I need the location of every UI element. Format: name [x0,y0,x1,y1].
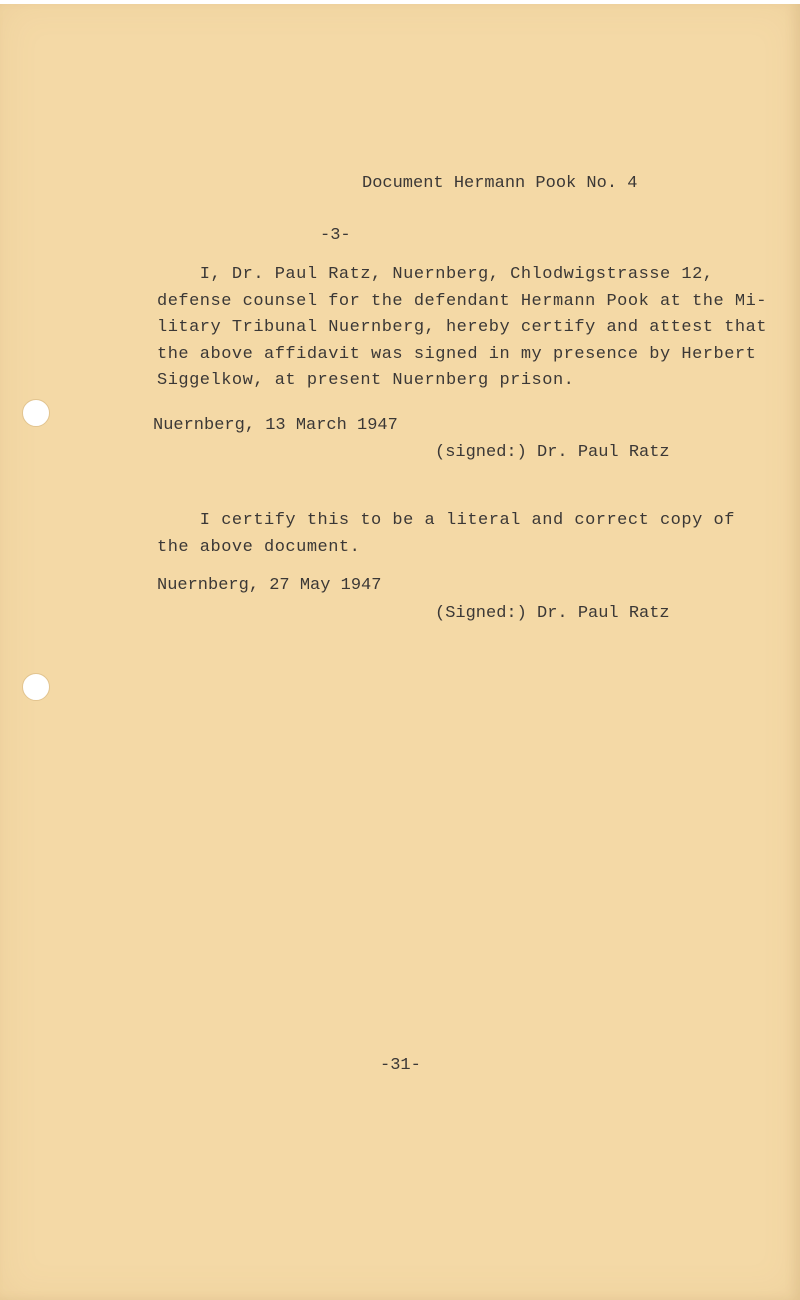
paragraph-line: litary Tribunal Nuernberg, hereby certify and attest that [157,318,767,337]
punch-hole [22,399,50,427]
paragraph-line: the above affidavit was signed in my presence by Herbert [157,344,757,364]
place-date: Nuernberg, 13 March 1947 [153,416,398,435]
paragraph-line: I, Dr. Paul Ratz, Nuernberg, Chlodwigstrasse 12, [157,265,714,284]
paragraph-line: I certify this to be a literal and correct copy of [157,511,735,530]
document-heading: Document Hermann Pook No. 4 [362,174,638,193]
page-top-edge [0,0,800,4]
signature-line: (signed:) Dr. Paul Ratz [435,443,670,462]
paragraph-line: defense counsel for the defendant Hermann Pook at the Mi- [157,291,767,311]
certification-paragraph [157,262,767,395]
page-number: -31- [380,1056,421,1075]
copy-certification-paragraph [157,508,757,561]
section-number: -3- [320,226,351,245]
paragraph-line: the above document. [157,537,361,557]
punch-hole [22,673,50,701]
paragraph-line: Siggelkow, at present Nuernberg prison. [157,371,575,390]
signature-line: (Signed:) Dr. Paul Ratz [435,604,670,623]
place-date: Nuernberg, 27 May 1947 [157,576,382,595]
